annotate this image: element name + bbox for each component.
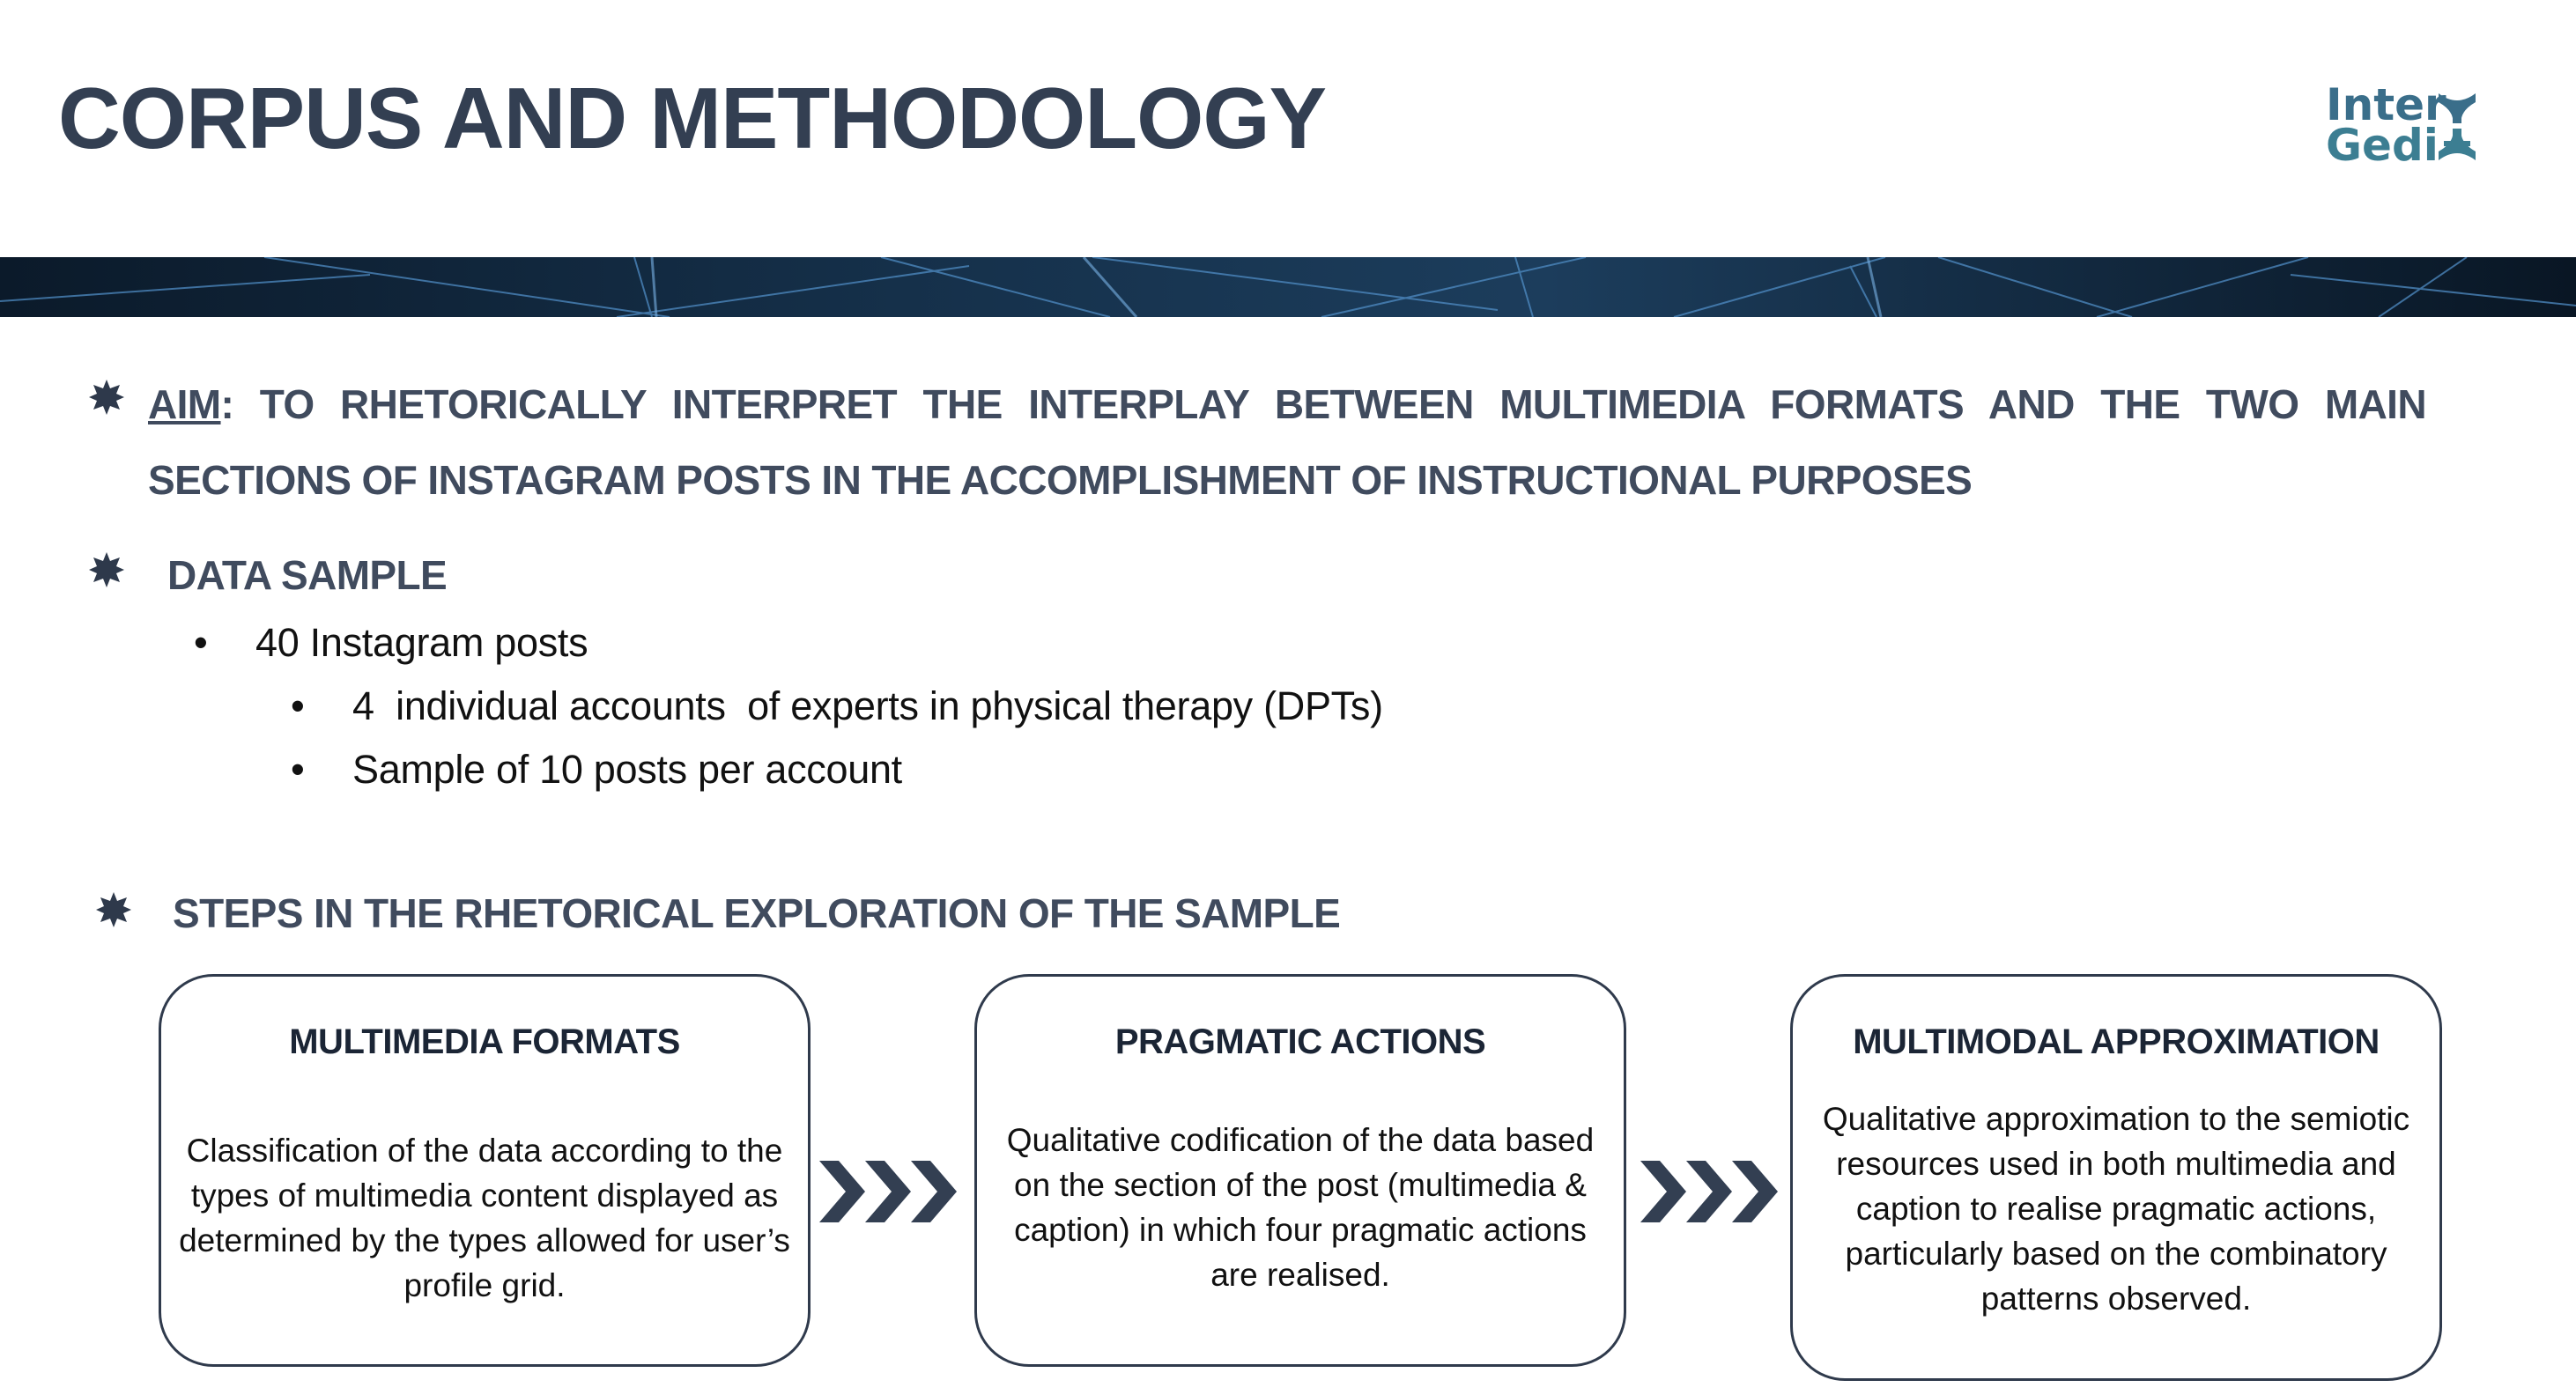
list-item-text: 4 individual accounts of experts in physical therapy (DPTs): [352, 683, 1383, 728]
step-box-body: Classification of the data according to the types of multimedia content displayed as determined by the types allowed for user’s profile grid.: [179, 1133, 790, 1303]
step-box-title: PRAGMATIC ACTIONS: [1114, 1022, 1486, 1061]
star-bullet-icon: [88, 379, 125, 416]
step-box-multimedia-formats: [159, 974, 811, 1367]
page-title: CORPUS AND METHODOLOGY: [58, 70, 1326, 166]
bullet-icon: •: [291, 683, 305, 728]
step-box-body: Qualitative codification of the data based on the section of the post (multimedia & caption) in which four pragmatic actions are realised.: [1006, 1122, 1595, 1293]
star-bullet-icon: [88, 551, 125, 588]
data-sample-heading: DATA SAMPLE: [167, 552, 448, 598]
star-bullet-icon: [95, 891, 132, 928]
intergedi-logo: [2322, 79, 2481, 176]
chevron-arrows-icon: [1640, 1161, 1781, 1222]
aim-statement: [148, 366, 2426, 518]
steps-heading: STEPS IN THE RHETORICAL EXPLORATION OF THE SAMPLE: [173, 890, 1341, 936]
step-box-multimodal-approximation: [1790, 974, 2442, 1381]
list-item-text: Sample of 10 posts per account: [352, 747, 902, 792]
list-item: [291, 683, 1383, 729]
list-item-text: 40 Instagram posts: [255, 620, 588, 665]
logo-text-line2: Gedi: [2326, 120, 2439, 171]
bullet-icon: •: [194, 620, 208, 665]
step-box-body: Qualitative approximation to the semiotic resources used in both multimedia and caption to realise pragmatic actions, particularly based on the combinatory patterns observed.: [1822, 1101, 2410, 1317]
aim-label: AIM: [148, 381, 221, 427]
logo-text-line1: Inter: [2326, 79, 2446, 130]
step-box-title: MULTIMODAL APPROXIMATION: [1853, 1022, 2380, 1061]
logo-mark-icon: [2437, 88, 2477, 167]
step-box-pragmatic-actions: [974, 974, 1626, 1367]
bullet-icon: •: [291, 747, 305, 792]
list-item: [194, 620, 588, 666]
chevron-arrows-icon: [819, 1161, 960, 1222]
step-box-title: MULTIMEDIA FORMATS: [289, 1022, 680, 1061]
list-item: [291, 747, 902, 793]
header-banner: [0, 257, 2576, 317]
aim-text: : TO RHETORICALLY INTERPRET THE INTERPLAY BETWEEN MULTIMEDIA FORMATS AND THE TWO MAIN SECTIONS OF INSTAGRAM POSTS IN THE ACCOMPLISHMENT OF INSTRUCTIONAL PURPOSES: [148, 381, 2426, 503]
